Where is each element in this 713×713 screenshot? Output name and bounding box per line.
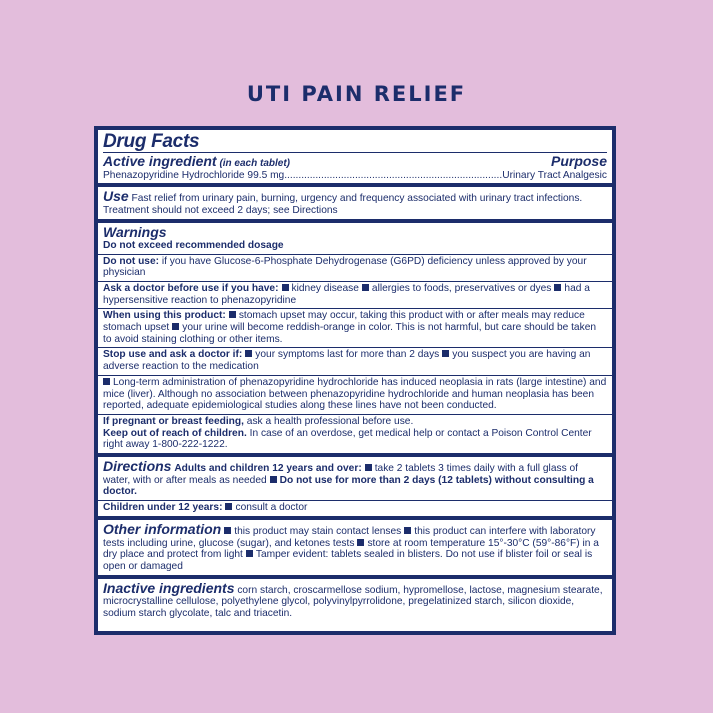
adults-label: Adults and children 12 years and over: [174,463,362,475]
adults-dose: take 2 tablets 3 times daily with a full glass of water, with or after meals as needed [103,463,579,486]
bullet-square-icon [270,476,277,483]
warnings-heading: Warnings [103,223,167,240]
stop-use-label: Stop use and ask a doctor if: [103,349,243,361]
ask-doctor-item: had a hypersensitive reaction to phenazopyridine [103,282,590,306]
when-using-item: your urine will become reddish-orange in color. This is not harmful, but care should be taken to avoid staining clothing or other items. [103,322,597,345]
warning-pregnant-keep-out [98,414,612,453]
children-label: Children under 12 years: [103,502,223,514]
warning-dosage: Do not exceed recommended dosage [103,239,284,251]
bullet-square-icon [554,284,561,291]
ingredient-purpose: Urinary Tract Analgesic [502,169,607,181]
ask-doctor-item: allergies to foods, preservatives or dyes [371,282,552,294]
other-info-item: store at room temperature 15°-30°C (59°-86°F) in a dry place and protect from light [103,537,599,561]
ask-doctor-item: kidney disease [291,282,359,294]
bullet-square-icon [362,284,369,291]
inactive-ingredients-section [98,575,612,622]
bullet-square-icon [229,311,236,318]
warnings-section [98,219,612,254]
bullet-square-icon [365,464,372,471]
directions-heading: Directions [103,458,172,475]
inactive-heading: Inactive ingredients [103,579,235,596]
bullet-square-icon [282,284,289,291]
directions-section [98,453,612,500]
warning-stop-use [98,347,612,374]
when-using-label: When using this product: [103,310,226,322]
long-term-text: Long-term administration of phenazopyridine hydrochloride has induced neoplasia in rats (large intestine) and mice (liver). Although no association between phenazopyridine hydrochloride and human neoplasia has been reported, adequate epidemiological studies along these lines have not been conducted. [103,376,607,412]
other-info-item: this product can interfere with laboratory tests including urine, glucose (sugar), and ketones tests [103,525,596,549]
children-text: consult a doctor [235,502,308,514]
ingredient-name: Phenazopyridine Hydrochloride 99.5 mg [103,169,285,181]
bullet-square-icon [103,378,110,385]
stop-use-item: your symptoms last for more than 2 days [255,349,440,361]
bullet-square-icon [357,539,364,546]
active-ingredient-sub: (in each tablet) [219,158,291,169]
warning-long-term [98,375,612,414]
keep-out-text: In case of an overdose, get medical help or contact a Poison Control Center right away 1-800-222-1222. [103,427,592,451]
use-section [98,183,612,218]
active-ingredient-heading: Active ingredient [103,153,217,169]
drug-facts-panel [94,126,616,635]
do-not-use-text: if you have Glucose-6-Phosphate Dehydrogenase (G6PD) deficiency unless approved by your physician [103,255,587,279]
bullet-square-icon [246,550,253,557]
ask-doctor-label: Ask a doctor before use if you have: [103,282,279,294]
do-not-use-label: Do not use: [103,255,160,267]
inactive-text: corn starch, croscarmellose sodium, hypromellose, lactose, magnesium stearate, microcrystalline cellulose, polyethylene glycol, polyvinylpyrrolidone, pregelatinized starch, silicon dioxide, sodium starch glycolate, talc and triacetin. [103,584,603,620]
use-text-2: Treatment should not exceed 2 days; see Directions [103,205,338,217]
use-text: Fast relief from urinary pain, burning, urgency and frequency associated with urinary tract infections. [131,193,583,205]
other-information-section [98,516,612,575]
when-using-item: stomach upset may occur, taking this product with or after meals may reduce stomach upset [103,310,585,334]
pregnant-label: If pregnant or breast feeding, [103,415,244,427]
other-info-heading: Other information [103,520,222,537]
bullet-square-icon [172,323,179,330]
drug-facts-title: Drug Facts [103,131,200,152]
ingredient-row [103,170,607,182]
other-info-item: Tamper evident: tablets sealed in blisters. Do not use if blister foil or seal is open or damaged [103,549,593,572]
use-heading: Use [103,188,129,205]
bullet-square-icon [224,527,231,534]
bullet-square-icon [225,503,232,510]
drug-facts-header [98,130,612,183]
stop-use-item: you suspect you are having an adverse reaction to the medication [103,349,591,373]
leader-dots [284,170,502,182]
other-info-item: this product may stain contact lenses [234,525,402,537]
adults-limit: Do not use for more than 2 days (12 tablets) without consulting a doctor. [103,474,594,498]
bullet-square-icon [442,350,449,357]
bullet-square-icon [404,527,411,534]
pregnant-text: ask a health professional before use. [246,415,414,427]
warning-when-using [98,308,612,347]
keep-out-label: Keep out of reach of children. [103,427,247,439]
page-title: UTI PAIN RELIEF [246,82,467,106]
directions-children [98,500,612,516]
warning-do-not-use [98,254,612,281]
purpose-heading: Purpose [550,153,607,169]
warning-ask-doctor [98,281,612,308]
bullet-square-icon [245,350,252,357]
